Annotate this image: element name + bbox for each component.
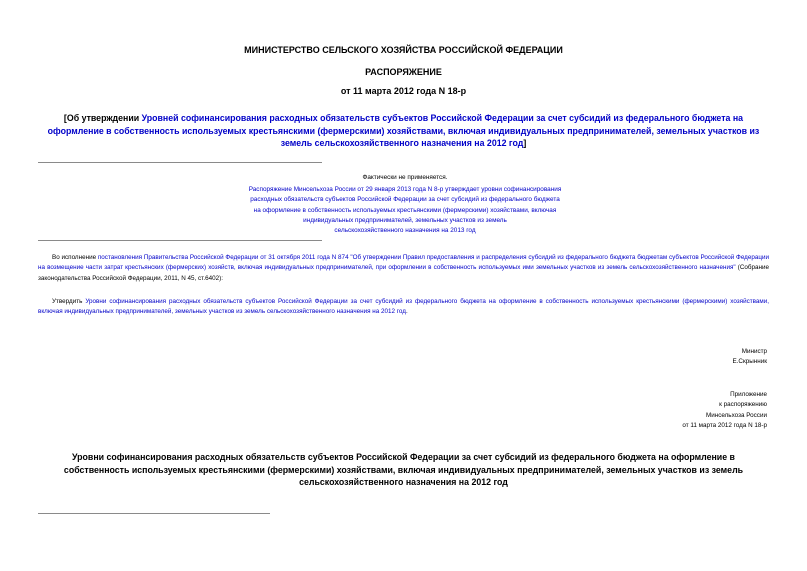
annex-line: Приложение <box>730 391 767 398</box>
paragraph-text: Утвердить <box>52 298 86 305</box>
title-prefix: [Об утверждении <box>63 113 142 123</box>
paragraph-text: (Собрание законодательства Российской Федерации, 2011, N 45, ст.6402): <box>38 264 769 282</box>
notice-link[interactable] <box>205 185 605 236</box>
document-title <box>44 112 763 150</box>
paragraph-text: . <box>405 308 408 316</box>
signer-name: Е.Скрынник <box>732 358 767 366</box>
levels-link[interactable]: Уровни софинансирования расходных обязательств субъектов Российской Федерации за счет субсидий из федерального бюджета на оформление в собственность используемых крестьянскими (фермерскими) хозяйствами, включая индивидуальных предпринимателей, земельных участков из земель сельскохозяйственного назначения на 2012 год <box>38 298 770 316</box>
document-date: от 11 марта 2012 года N 18-р <box>340 86 467 96</box>
ministry-name: МИНИСТЕРСТВО СЕЛЬСКОГО ХОЗЯЙСТВА РОССИЙСКОЙ ФЕДЕРАЦИИ <box>244 45 563 55</box>
paragraph-approve <box>38 297 769 318</box>
notice-line: на оформление в собственность используемых крестьянскими (фермерскими) хозяйствами, включая <box>253 206 557 214</box>
title-link[interactable]: Уровней софинансирования расходных обязательств субъектов Российской Федерации за счет субсидий из федерального бюджета на оформление в собственность используемых крестьянскими (фермерскими) хозяйствами, включая индивидуальных предпринимателей, земельных участков из земель сельскохозяйственного назначения на 2012 год <box>47 113 760 148</box>
notice-line: Распоряжение Минсельхоза России от 29 января 2013 года N 8-р утверждает уровни софинансирования <box>248 186 562 194</box>
title-suffix: ] <box>523 138 527 148</box>
document-type: РАСПОРЯЖЕНИЕ <box>365 67 442 77</box>
annex-title: Уровни софинансирования расходных обязательств субъектов Российской Федерации за счет субсидий из федерального бюджета на оформление в собственность используемых крестьянскими (фермерскими) хозяйствами, включая индивидуальных предпринимателей, земельных участков из земель сельскохозяйственного назначения на 2012 год <box>63 452 744 487</box>
divider-bottom <box>38 513 270 514</box>
signer-position: Министр <box>741 348 767 355</box>
signature-block <box>732 347 767 368</box>
notice-line: сельскохозяйственного назначения на 2013 год <box>334 227 476 235</box>
notice-lead: Фактически не применяется. <box>362 174 448 181</box>
paragraph-text: Во исполнение <box>52 254 98 261</box>
annex-line: Минсельхоза России <box>705 411 767 419</box>
notice-line: индивидуальных предпринимателей, земельных участков из земель <box>303 216 507 224</box>
decree-link[interactable]: постановления Правительства Российской Федерации от 31 октября 2011 года N 874 "Об утверждении Правил предоставления и распределения субсидий из федерального бюджета бюджетам субъектов Российской Федерации на возмещение части затрат крестьянских (фермерских) хозяйств, включая индивидуальных предпринимателей, при оформлении в собственность используемых ими земельных участков из земель сельскохозяйственного назначения" <box>38 254 770 272</box>
divider-notice <box>38 240 322 241</box>
notice-line: расходных обязательств субъектов Российской Федерации за счет субсидий из федерального бюджета <box>250 196 560 204</box>
status-notice <box>205 173 605 236</box>
annex-reference <box>682 390 767 432</box>
annex-line: к распоряжению <box>719 401 767 409</box>
annex-line: от 11 марта 2012 года N 18-р <box>682 422 767 430</box>
divider-top <box>38 162 322 163</box>
paragraph-preamble <box>38 253 769 284</box>
